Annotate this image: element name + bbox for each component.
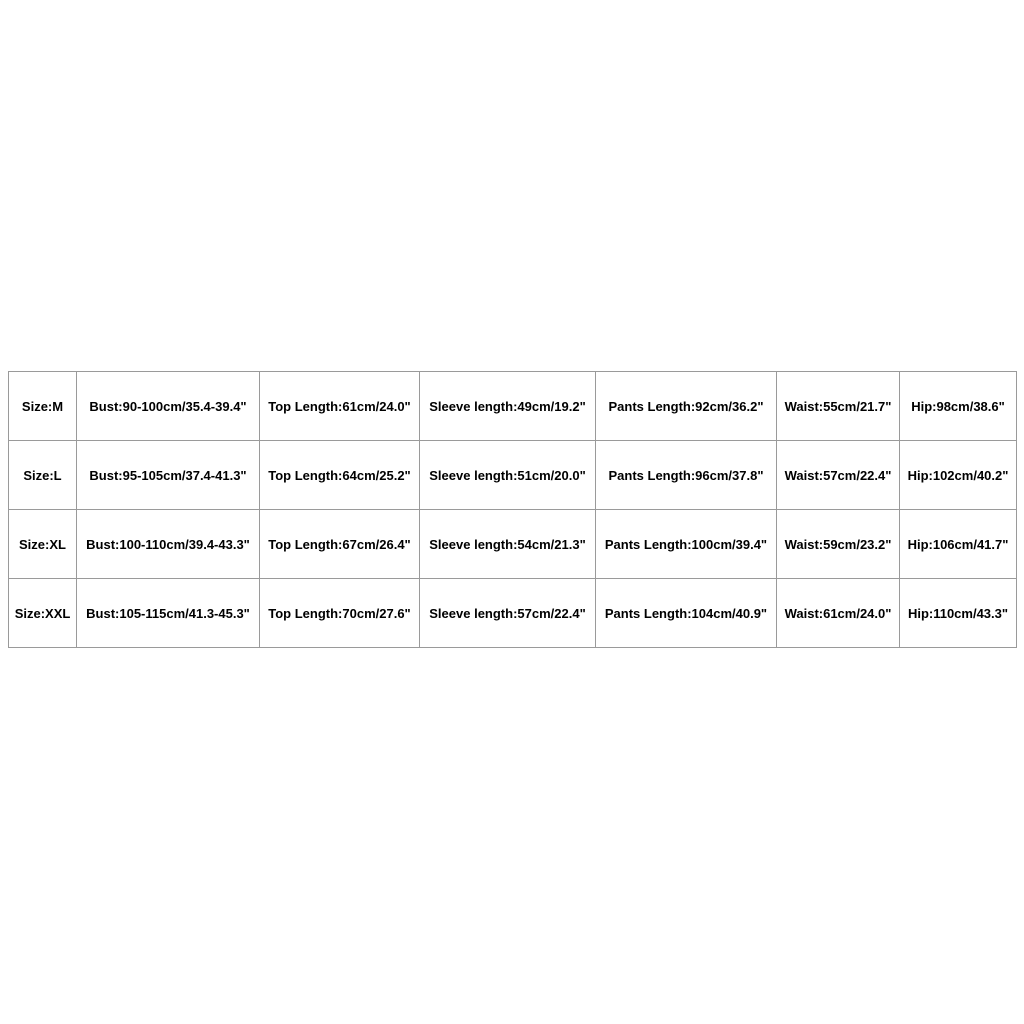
- size-cell: Size:XL: [9, 510, 77, 579]
- size-cell: Size:XXL: [9, 579, 77, 648]
- pants-length-cell: Pants Length:96cm/37.8": [596, 441, 777, 510]
- waist-cell: Waist:61cm/24.0": [777, 579, 900, 648]
- top-length-cell: Top Length:64cm/25.2": [260, 441, 420, 510]
- sleeve-length-cell: Sleeve length:57cm/22.4": [420, 579, 596, 648]
- size-row-l: [9, 441, 1017, 510]
- top-length-cell: Top Length:67cm/26.4": [260, 510, 420, 579]
- sleeve-length-cell: Sleeve length:49cm/19.2": [420, 372, 596, 441]
- hip-cell: Hip:98cm/38.6": [900, 372, 1017, 441]
- size-row-xl: [9, 510, 1017, 579]
- size-row-xxl: [9, 579, 1017, 648]
- bust-cell: Bust:100-110cm/39.4-43.3": [77, 510, 260, 579]
- top-length-cell: Top Length:70cm/27.6": [260, 579, 420, 648]
- hip-cell: Hip:106cm/41.7": [900, 510, 1017, 579]
- bust-cell: Bust:105-115cm/41.3-45.3": [77, 579, 260, 648]
- waist-cell: Waist:57cm/22.4": [777, 441, 900, 510]
- sleeve-length-cell: Sleeve length:54cm/21.3": [420, 510, 596, 579]
- waist-cell: Waist:55cm/21.7": [777, 372, 900, 441]
- top-length-cell: Top Length:61cm/24.0": [260, 372, 420, 441]
- size-chart-table: [8, 371, 1017, 648]
- bust-cell: Bust:95-105cm/37.4-41.3": [77, 441, 260, 510]
- hip-cell: Hip:102cm/40.2": [900, 441, 1017, 510]
- hip-cell: Hip:110cm/43.3": [900, 579, 1017, 648]
- pants-length-cell: Pants Length:92cm/36.2": [596, 372, 777, 441]
- waist-cell: Waist:59cm/23.2": [777, 510, 900, 579]
- sleeve-length-cell: Sleeve length:51cm/20.0": [420, 441, 596, 510]
- pants-length-cell: Pants Length:100cm/39.4": [596, 510, 777, 579]
- size-row-m: [9, 372, 1017, 441]
- bust-cell: Bust:90-100cm/35.4-39.4": [77, 372, 260, 441]
- size-cell: Size:M: [9, 372, 77, 441]
- size-cell: Size:L: [9, 441, 77, 510]
- pants-length-cell: Pants Length:104cm/40.9": [596, 579, 777, 648]
